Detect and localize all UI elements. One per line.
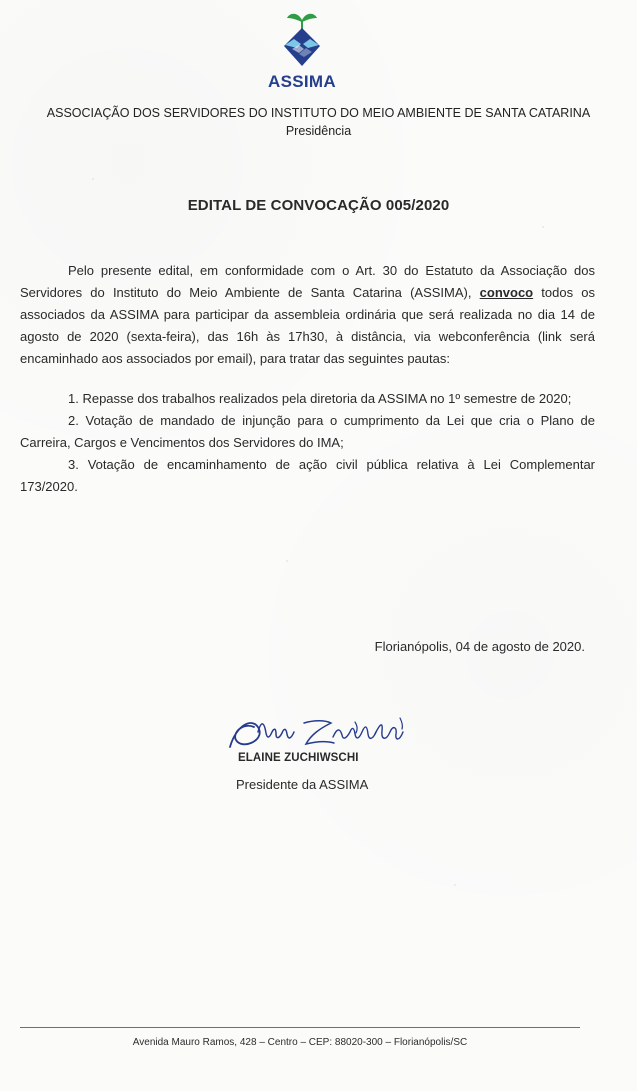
intro-text-before: Pelo presente edital, em conformidade com o Art. 30 do Estatuto da Associação dos Servidores do Instituto do Meio Ambiente de Santa Catarina (ASSIMA), (20, 263, 595, 300)
assima-logo (268, 10, 336, 91)
paper-speck (92, 178, 94, 180)
signer-name: ELAINE ZUCHIWSCHI (238, 752, 359, 764)
agenda-item: 3. Votação de encaminhamento de ação civil pública relativa à Lei Complementar 173/2020. (20, 457, 595, 494)
paper-speck (286, 560, 288, 562)
document-body (20, 260, 595, 498)
footer-divider (20, 1027, 580, 1028)
place-date: Florianópolis, 04 de agosto de 2020. (374, 639, 585, 654)
logo-text: ASSIMA (268, 72, 336, 91)
signer-role: Presidente da ASSIMA (236, 777, 369, 792)
intro-paragraph (20, 260, 595, 370)
agenda-item: 2. Votação de mandado de injunção para o cumprimento da Lei que cria o Plano de Carreira, Cargos e Vencimentos dos Servidores do IMA; (20, 413, 595, 450)
paper-speck (542, 226, 544, 228)
intro-emphasis: convoco (479, 285, 534, 300)
document-title: EDITAL DE CONVOCAÇÃO 005/2020 (187, 197, 450, 214)
paper-speck (454, 884, 456, 886)
organization-name: ASSOCIAÇÃO DOS SERVIDORES DO INSTITUTO DO MEIO AMBIENTE DE SANTA CATARINA (46, 106, 591, 120)
agenda-item: 1. Repasse dos trabalhos realizados pela diretoria da ASSIMA no 1º semestre de 2020; (68, 391, 572, 406)
intro-text-after: todos os associados da ASSIMA para participar da assembleia ordinária que será realizada no dia 14 de agosto de 2020 (sexta-feira), das 16h às 17h30, à distância, via webconferência (link será encaminhado aos associados por email), para tratar das seguintes pautas: (20, 285, 596, 366)
agenda-list (20, 388, 595, 498)
handshake-leaf-logo-icon (268, 10, 336, 68)
footer-address: Avenida Mauro Ramos, 428 – Centro – CEP: 88020-300 – Florianópolis/SC (132, 1037, 468, 1048)
department-name: Presidência (285, 124, 352, 138)
